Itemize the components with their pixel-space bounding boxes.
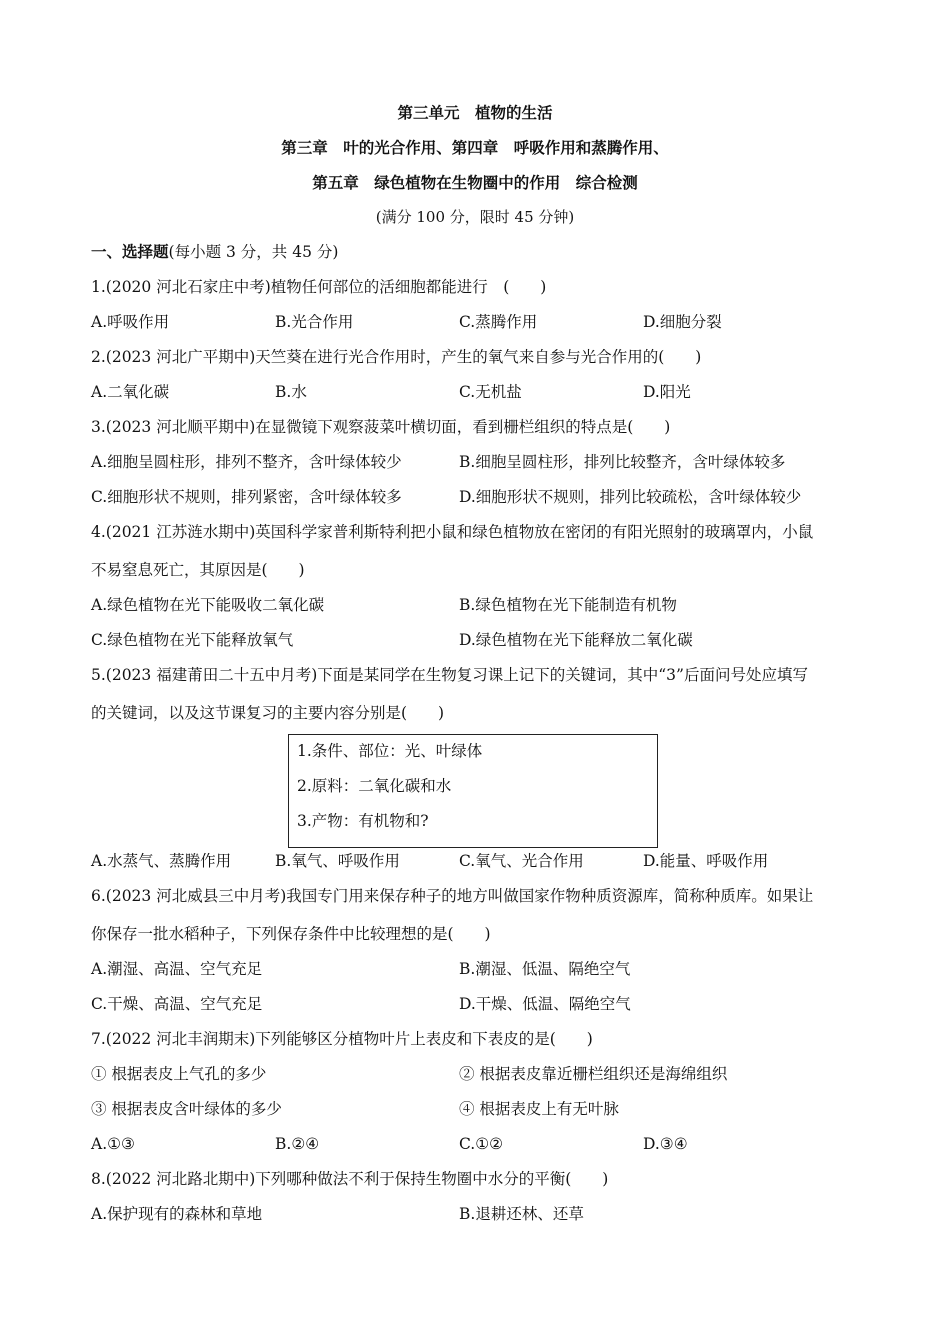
question-4-option-c[interactable]: C.绿色植物在光下能释放氧气 bbox=[91, 631, 294, 649]
question-2-option-d[interactable]: D.阳光 bbox=[643, 383, 691, 401]
question-5-stem-line-1: 5.(2023 福建莆田二十五中月考)下面是某同学在生物复习课上记下的关键词，其中“3”后面问号处应填写 bbox=[91, 666, 808, 684]
question-6-stem-line-2: 你保存一批水稻种子，下列保存条件中比较理想的是( ) bbox=[91, 925, 491, 943]
question-7-item-2: ② 根据表皮靠近栅栏组织还是海绵组织 bbox=[459, 1065, 728, 1083]
question-7-option-a[interactable]: A.①③ bbox=[91, 1135, 135, 1153]
question-6-stem-line-1: 6.(2023 河北威县三中月考)我国专门用来保存种子的地方叫做国家作物种质资源库，简称种质库。如果让 bbox=[91, 887, 814, 905]
exam-meta: (满分 100 分，限时 45 分钟) bbox=[375, 208, 575, 226]
question-4-option-d[interactable]: D.绿色植物在光下能释放二氧化碳 bbox=[459, 631, 693, 649]
question-2-option-b[interactable]: B.水 bbox=[275, 383, 307, 401]
question-3-option-b[interactable]: B.细胞呈圆柱形，排列比较整齐，含叶绿体较多 bbox=[459, 453, 786, 471]
question-7-item-1: ① 根据表皮上气孔的多少 bbox=[91, 1065, 267, 1083]
question-5-option-a[interactable]: A.水蒸气、蒸腾作用 bbox=[91, 852, 232, 870]
question-8-option-b[interactable]: B.退耕还林、还草 bbox=[459, 1205, 584, 1223]
question-6-option-a[interactable]: A.潮湿、高温、空气充足 bbox=[91, 960, 263, 978]
question-5-option-d[interactable]: D.能量、呼吸作用 bbox=[643, 852, 769, 870]
question-7-option-c[interactable]: C.①② bbox=[459, 1135, 504, 1153]
question-4-option-a[interactable]: A.绿色植物在光下能吸收二氧化碳 bbox=[91, 596, 325, 614]
question-6-option-c[interactable]: C.干燥、高温、空气充足 bbox=[91, 995, 263, 1013]
question-4-stem-line-1: 4.(2021 江苏涟水期中)英国科学家普利斯特利把小鼠和绿色植物放在密闭的有阳光照射的玻璃罩内，小鼠 bbox=[91, 523, 814, 541]
question-8-option-a[interactable]: A.保护现有的森林和草地 bbox=[91, 1205, 263, 1223]
keyword-box-line-2: 2.原料：二氧化碳和水 bbox=[297, 777, 452, 795]
question-2-option-c[interactable]: C.无机盐 bbox=[459, 383, 522, 401]
question-2-option-a[interactable]: A.二氧化碳 bbox=[91, 383, 170, 401]
question-7-stem: 7.(2022 河北丰润期末)下列能够区分植物叶片上表皮和下表皮的是( ) bbox=[91, 1030, 593, 1048]
section-title: 一、选择题 bbox=[91, 242, 169, 261]
question-7-option-d[interactable]: D.③④ bbox=[643, 1135, 688, 1153]
keyword-box-line-3: 3.产物：有机物和? bbox=[297, 812, 429, 830]
question-6-option-b[interactable]: B.潮湿、低温、隔绝空气 bbox=[459, 960, 631, 978]
question-3-stem: 3.(2023 河北顺平期中)在显微镜下观察菠菜叶横切面，看到栅栏组织的特点是( ) bbox=[91, 418, 671, 436]
question-4-option-b[interactable]: B.绿色植物在光下能制造有机物 bbox=[459, 596, 677, 614]
question-7-item-3: ③ 根据表皮含叶绿体的多少 bbox=[91, 1100, 282, 1118]
section-note: (每小题 3 分，共 45 分) bbox=[168, 243, 339, 261]
question-3-option-c[interactable]: C.细胞形状不规则，排列紧密，含叶绿体较多 bbox=[91, 488, 402, 506]
keyword-box-line-1: 1.条件、部位：光、叶绿体 bbox=[297, 742, 483, 760]
question-1-option-d[interactable]: D.细胞分裂 bbox=[643, 313, 722, 331]
question-7-option-b[interactable]: B.②④ bbox=[275, 1135, 320, 1153]
question-3-option-d[interactable]: D.细胞形状不规则，排列比较疏松，含叶绿体较少 bbox=[459, 488, 802, 506]
question-1-stem: 1.(2020 河北石家庄中考)植物任何部位的活细胞都能进行 ( ) bbox=[91, 278, 547, 296]
unit-title: 第三单元 植物的生活 bbox=[397, 103, 553, 122]
question-2-stem: 2.(2023 河北广平期中)天竺葵在进行光合作用时，产生的氧气来自参与光合作用的( ) bbox=[91, 348, 702, 366]
question-5-option-c[interactable]: C.氧气、光合作用 bbox=[459, 852, 584, 870]
question-6-option-d[interactable]: D.干燥、低温、隔绝空气 bbox=[459, 995, 631, 1013]
section-heading bbox=[91, 242, 338, 262]
question-1-option-c[interactable]: C.蒸腾作用 bbox=[459, 313, 538, 331]
question-5-stem-line-2: 的关键词，以及这节课复习的主要内容分别是( ) bbox=[91, 704, 445, 722]
question-1-option-b[interactable]: B.光合作用 bbox=[275, 313, 354, 331]
question-8-stem: 8.(2022 河北路北期中)下列哪种做法不利于保持生物圈中水分的平衡( ) bbox=[91, 1170, 609, 1188]
question-7-item-4: ④ 根据表皮上有无叶脉 bbox=[459, 1100, 619, 1118]
chapter-title-line-1: 第三章 叶的光合作用、第四章 呼吸作用和蒸腾作用、 bbox=[281, 138, 669, 157]
question-1-option-a[interactable]: A.呼吸作用 bbox=[91, 313, 170, 331]
question-5-option-b[interactable]: B.氧气、呼吸作用 bbox=[275, 852, 400, 870]
question-4-stem-line-2: 不易窒息死亡，其原因是( ) bbox=[91, 561, 305, 579]
question-3-option-a[interactable]: A.细胞呈圆柱形，排列不整齐，含叶绿体较少 bbox=[91, 453, 402, 471]
keyword-box bbox=[288, 734, 658, 848]
chapter-title-line-2: 第五章 绿色植物在生物圈中的作用 综合检测 bbox=[312, 173, 638, 192]
